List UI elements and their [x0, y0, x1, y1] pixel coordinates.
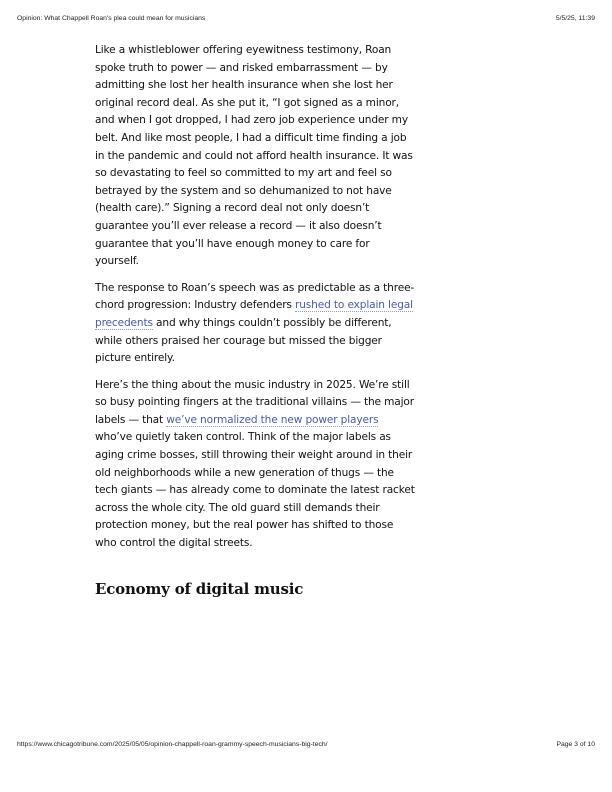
link-new-power-players[interactable]: we’ve normalized the new power players	[166, 413, 379, 426]
page-url: https://www.chicagotribune.com/2025/05/05/opinion-chappell-roan-grammy-speech-musicians-big-tech/	[17, 741, 328, 748]
print-datetime: 5/5/25, 11:39	[555, 15, 595, 22]
section-heading: Economy of digital music	[95, 579, 304, 598]
paragraph-text: and why things couldn’t possibly be different, while others praised her courage but missed the bigger picture entirely.	[95, 316, 392, 365]
paragraph-text: Like a whistleblower offering eyewitness testimony, Roan spoke truth to power — and risked embarrassment — by admitting she lost her health insurance when she lost her original record deal. As she put it, “I got signed as a minor, and when I got dropped, I had zero job experience under my belt. And like most people, I had a difficult time finding a job in the pandemic and could not afford health insurance. It was so devastating to feel so committed to my art and feel so betrayed by the system and so dehumanized to not have (health care).” Signing a record deal not only doesn’t guarantee you’ll ever release a record — it also doesn’t guarantee that you’ll have enough money to care for yourself.	[95, 44, 413, 268]
paragraph	[95, 42, 415, 271]
paragraph-text: Here’s the thing about the music industry in 2025. We’re still so busy pointing fingers at the traditional villains — the major labels — that	[95, 378, 414, 426]
page-number: Page 3 of 10	[556, 741, 595, 748]
link-legal-precedents[interactable]: rushed to explain legal precedents	[95, 299, 413, 329]
paragraph	[95, 280, 415, 368]
paragraph-text: who’ve quietly taken control. Think of the major labels as aging crime bosses, still throwing their weight around in their old neighborhoods while a new generation of thugs — the tech giants — has already come to dominate the latest racket across the whole city. The old guard still demands their protection money, but the real power has shifted to those who control the digital streets.	[95, 431, 415, 550]
article-body	[95, 42, 415, 599]
paragraph	[95, 377, 415, 553]
page-title: Opinion: What Chappell Roan's plea could mean for musicians	[17, 15, 206, 22]
paragraph-text: The response to Roan’s speech was as predictable as a three-chord progression: Industry defenders	[95, 281, 415, 312]
